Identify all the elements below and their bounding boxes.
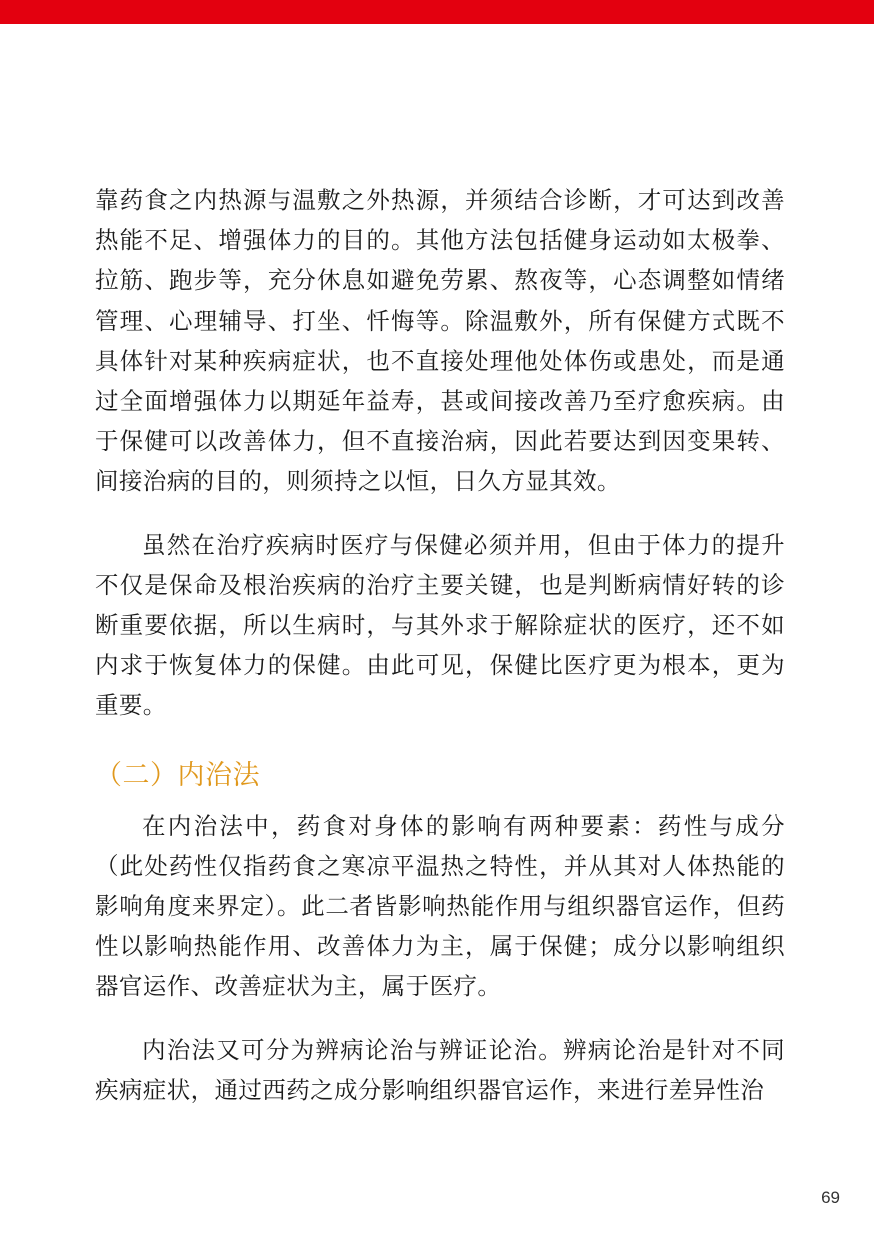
paragraph-health-care: 虽然在治疗疾病时医疗与保健必须并用，但由于体力的提升不仅是保命及根治疾病的治疗主要关键，也是判断病情好转的诊断重要依据，所以生病时，与其外求于解除症状的医疗，还不如内求于恢复体力的保健。由此可见，保健比医疗更为根本，更为重要。 bbox=[95, 530, 785, 720]
paragraph-medicine-factors: 在内治法中，药食对身体的影响有两种要素：药性与成分（此处药性仅指药食之寒凉平温热之特性，并从其对人体热能的影响角度来界定）。此二者皆影响热能作用与组织器官运作，但药性以影响热能作用、改善体力为主，属于保健；成分以影响组织器官运作、改善症状为主，属于医疗。 bbox=[95, 811, 785, 1001]
top-red-bar bbox=[0, 0, 874, 24]
section-heading-internal-treatment: （二）内治法 bbox=[95, 759, 260, 791]
paragraph-continued: 靠药食之内热源与温敷之外热源，并须结合诊断，才可达到改善热能不足、增强体力的目的。其他方法包括健身运动如太极拳、拉筋、跑步等，充分休息如避免劳累、熬夜等，心态调整如情绪管理、心理辅导、打坐、忏悔等。除温敷外，所有保健方式既不具体针对某种疾病症状，也不直接处理他处体伤或患处，而是通过全面增强体力以期延年益寿，甚或间接改善乃至疗愈疾病。由于保健可以改善体力，但不直接治病，因此若要达到因变果转、间接治病的目的，则须持之以恒，日久方显其效。 bbox=[95, 186, 785, 496]
page-number: 69 bbox=[821, 1188, 840, 1207]
paragraph-diagnosis-methods: 内治法又可分为辨病论治与辨证论治。辨病论治是针对不同疾病症状，通过西药之成分影响组织器官运作，来进行差异性治 bbox=[95, 1035, 785, 1104]
page-body bbox=[95, 180, 785, 1110]
